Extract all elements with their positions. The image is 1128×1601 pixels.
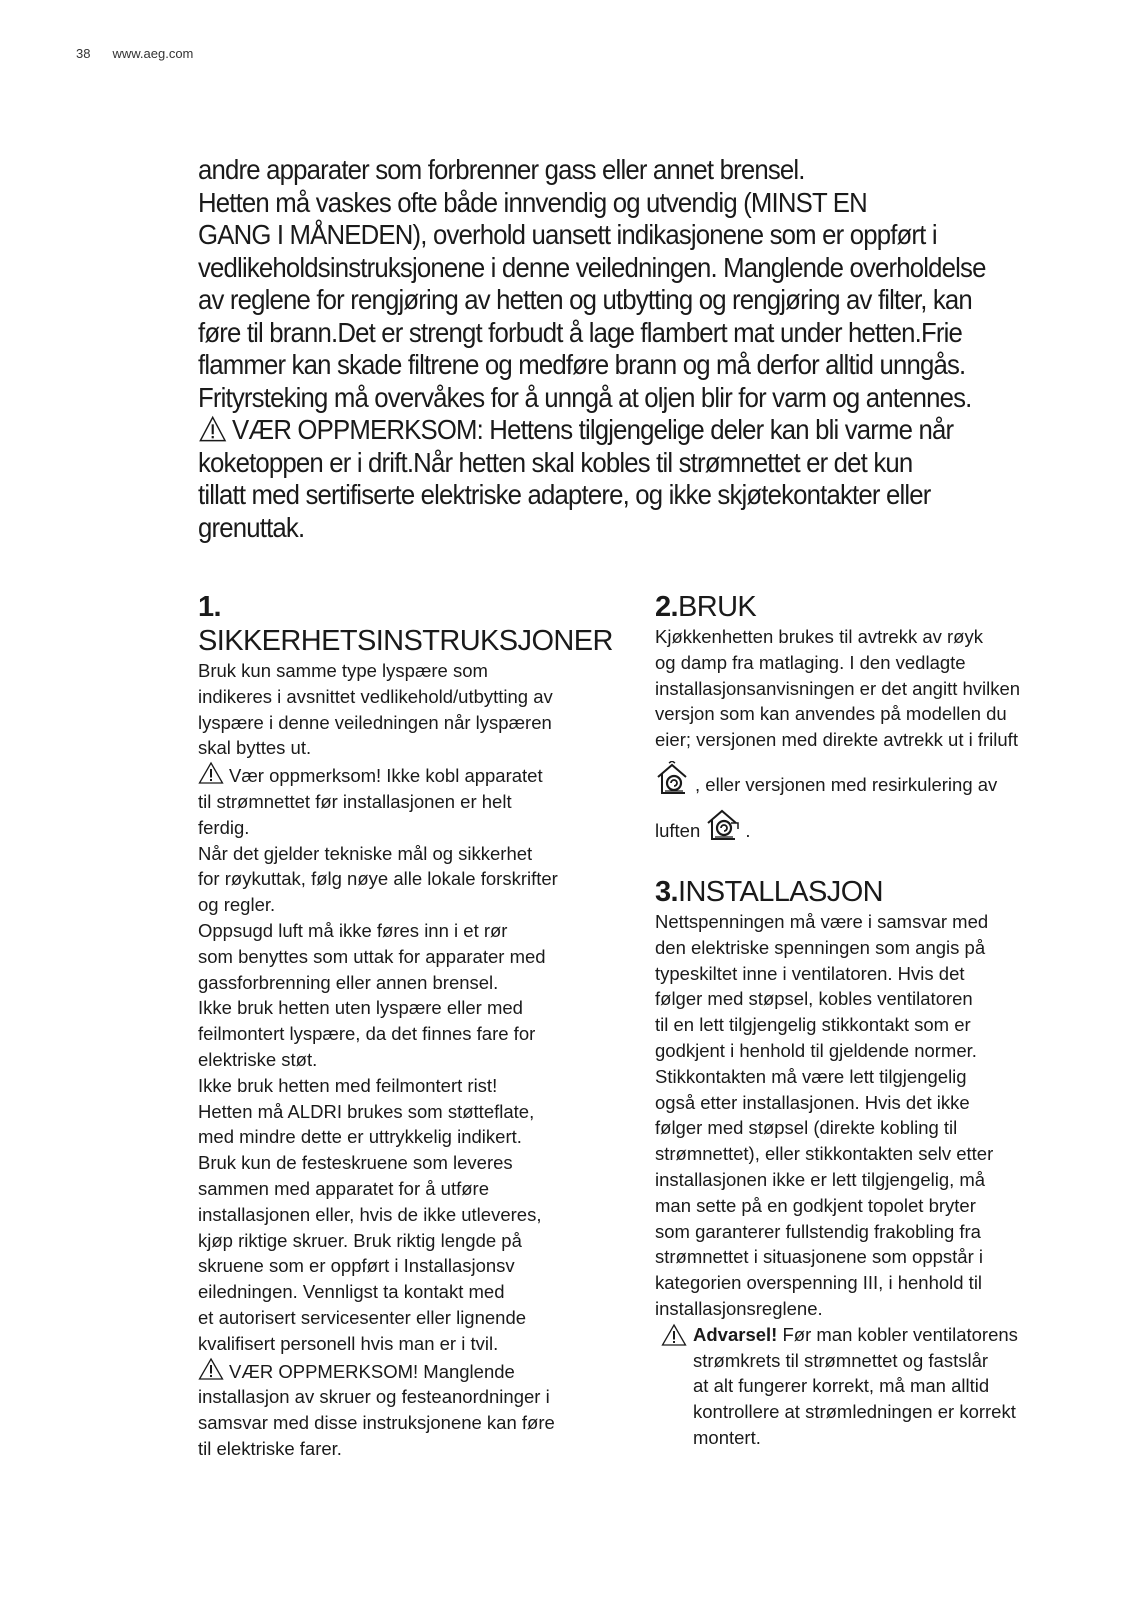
intro-line: flammer kan skade filtrene og medføre brann og må derfor alltid unngås. (198, 349, 966, 380)
section-title-usage (655, 590, 1085, 624)
body-line: kvalifisert personell hvis man er i tvil. (198, 1332, 499, 1354)
intro-line: Frityrsteking må overvåkes for å unngå at oljen blir for varm og antennes. (198, 381, 972, 413)
house-recirculation-icon (705, 807, 745, 843)
body-line: Ikke bruk hetten uten lyspære eller med (198, 997, 523, 1019)
icon-line (655, 761, 1085, 803)
icon-line (655, 807, 1085, 849)
intro-line: føre til brann.Det er strengt forbudt å lage flambert mat under hetten.Frie (198, 316, 963, 348)
body-line: følger med støpsel (direkte kobling til (655, 1117, 958, 1139)
warning-icon (198, 415, 227, 443)
intro-line: vedlikeholdsinstruksjonene i denne veiledningen. Manglende overholdelse (198, 251, 986, 283)
body-line: Stikkontakten må være lett tilgjengelig (655, 1065, 967, 1087)
installation-warning (655, 1322, 1085, 1451)
body-line: Nettspenningen må være i samsvar med (655, 910, 989, 932)
body-line: Når det gjelder tekniske mål og sikkerhet (198, 842, 533, 864)
warning-text: VÆR OPPMERKSOM! Manglende (229, 1360, 515, 1382)
body-line: typeskiltet inne i ventilatoren. Hvis det (655, 962, 965, 984)
intro-warning-line (198, 414, 1081, 447)
body-line: ferdig. (198, 816, 250, 838)
body-line: med mindre dette er uttrykkelig indikert. (198, 1126, 522, 1148)
body-line: som benyttes som uttak for apparater med (198, 945, 546, 967)
body-line: sammen med apparatet for å utføre (198, 1177, 489, 1199)
body-line: strømnettet), eller stikkontakten selv etter (655, 1143, 994, 1165)
body-line: Oppsugd luft må ikke føres inn i et rør (198, 919, 508, 941)
section-title-safety (198, 590, 618, 658)
body-line: kjøp riktige skruer. Bruk riktig lengde på (198, 1229, 522, 1251)
body-line: feilmontert lyspære, da det finnes fare for (198, 1023, 536, 1045)
warning-line (198, 1357, 618, 1385)
website-url: www.aeg.com (112, 46, 194, 61)
body-line: som garanterer fullstendig frakobling fra (655, 1220, 981, 1242)
body-line: skruene som er oppført i Installasjonsv (198, 1255, 515, 1277)
section-number: 3. (655, 875, 678, 908)
intro-paragraph (198, 154, 1081, 544)
body-line: lyspære i denne veiledningen når lyspæren (198, 711, 552, 733)
body-line: også etter installasjonen. Hvis det ikke (655, 1091, 970, 1113)
body-line: indikeres i avsnittet vedlikehold/utbytting av (198, 685, 553, 707)
body-line: Kjøkkenhetten brukes til avtrekk av røyk (655, 626, 983, 647)
body-line: til strømnettet før installasjonen er helt (198, 790, 512, 812)
intro-line: Hetten må vaskes ofte både innvendig og utvendig (MINST EN (198, 186, 867, 218)
house-exhaust-icon (655, 761, 695, 797)
body-line: den elektriske spenningen som angis på (655, 936, 986, 958)
warning-icon (661, 1323, 687, 1347)
warning-line (198, 761, 618, 789)
intro-line: av reglene for rengjøring av hetten og utbytting og rengjøring av filter, kan (198, 284, 972, 315)
body-line: gassforbrenning eller annen brensel. (198, 971, 499, 993)
body-line: Bruk kun samme type lyspære som (198, 660, 488, 681)
body-line: strømnettet i situasjonene som oppstår i (655, 1246, 984, 1268)
body-line: følger med støpsel, kobles ventilatoren (655, 988, 973, 1010)
warning-line (693, 1322, 1085, 1348)
body-line: eiledningen. Vennligst ta kontakt med (198, 1281, 505, 1303)
section-title-text: SIKKERHETSINSTRUKSJONER (198, 625, 613, 657)
body-line: til elektriske farer. (198, 1437, 342, 1459)
body-line: for røykuttak, følg nøye alle lokale forskrifter (198, 868, 558, 890)
body-line: eier; versjonen med direkte avtrekk ut i friluft (655, 729, 1018, 751)
intro-line: grenuttak. (198, 511, 305, 543)
intro-line: koketoppen er i drift.Når hetten skal kobles til strømnettet er det kun (198, 446, 913, 478)
warning-text: Vær oppmerksom! Ikke kobl apparatet (229, 765, 543, 787)
section-title-text: INSTALLASJON (678, 875, 883, 908)
body-line: installasjonsanvisningen er det angitt hvilken (655, 677, 1021, 699)
section-title-installation (655, 875, 1085, 909)
safety-section (198, 590, 618, 1462)
warning-line: montert. (693, 1426, 761, 1448)
section-number: 1. (198, 591, 221, 623)
body-text: , eller versjonen med resirkulering av (695, 773, 998, 795)
intro-line: tillatt med sertifiserte elektriske adaptere, og ikke skjøtekontakter eller (198, 479, 931, 510)
body-line: til en lett tilgjengelig stikkontakt som er (655, 1014, 971, 1036)
body-line: man sette på en godkjent topolet bryter (655, 1194, 976, 1216)
body-line: og regler. (198, 894, 276, 916)
body-text: . (745, 819, 751, 841)
body-line: kategorien overspenning III, i henhold til (655, 1272, 983, 1294)
warning-text: Før man kobler ventilatorens (777, 1323, 1018, 1345)
body-line: installasjon av skruer og festeanordninger i (198, 1386, 550, 1408)
warning-line: kontrollere at strømledningen er korrekt (693, 1401, 1016, 1423)
warning-label: Advarsel! (693, 1323, 778, 1345)
body-line: et autorisert servicesenter eller lignende (198, 1306, 527, 1328)
body-line: Hetten må ALDRI brukes som støtteflate, (198, 1100, 535, 1122)
body-line: installasjonen eller, hvis de ikke utleveres, (198, 1203, 542, 1225)
section-number: 2. (655, 591, 678, 623)
section-title-text: BRUK (678, 591, 757, 623)
warning-icon (198, 761, 224, 785)
usage-installation-column (655, 590, 1085, 1451)
body-line: samsvar med disse instruksjonene kan føre (198, 1412, 555, 1434)
body-line: installasjonen ikke er lett tilgjengelig, må (655, 1168, 986, 1190)
intro-line: andre apparater som forbrenner gass eller annet brensel. (198, 154, 805, 185)
body-line: elektriske støt. (198, 1048, 318, 1070)
warning-line: strømkrets til strømnettet og fastslår (693, 1349, 989, 1371)
body-line: Ikke bruk hetten med feilmontert rist! (198, 1074, 498, 1096)
body-text: luften (655, 819, 701, 841)
section-spacer (655, 849, 1085, 875)
body-line: Bruk kun de festeskruene som leveres (198, 1152, 513, 1174)
warning-icon (198, 1357, 224, 1381)
intro-line: GANG I MÅNEDEN), overhold uansett indikasjonene som er oppført i (198, 219, 937, 250)
body-line: skal byttes ut. (198, 737, 312, 759)
page-header (76, 46, 193, 61)
intro-warning-text: VÆR OPPMERKSOM: Hettens tilgjengelige deler kan bli varme når (232, 414, 954, 445)
body-line: og damp fra matlaging. I den vedlagte (655, 651, 966, 673)
page-number: 38 (76, 46, 91, 61)
warning-line: at alt fungerer korrekt, må man alltid (693, 1375, 990, 1397)
body-line: installasjonsreglene. (655, 1297, 823, 1319)
body-line: godkjent i henhold til gjeldende normer. (655, 1039, 977, 1061)
body-line: versjon som kan anvendes på modellen du (655, 703, 1007, 725)
